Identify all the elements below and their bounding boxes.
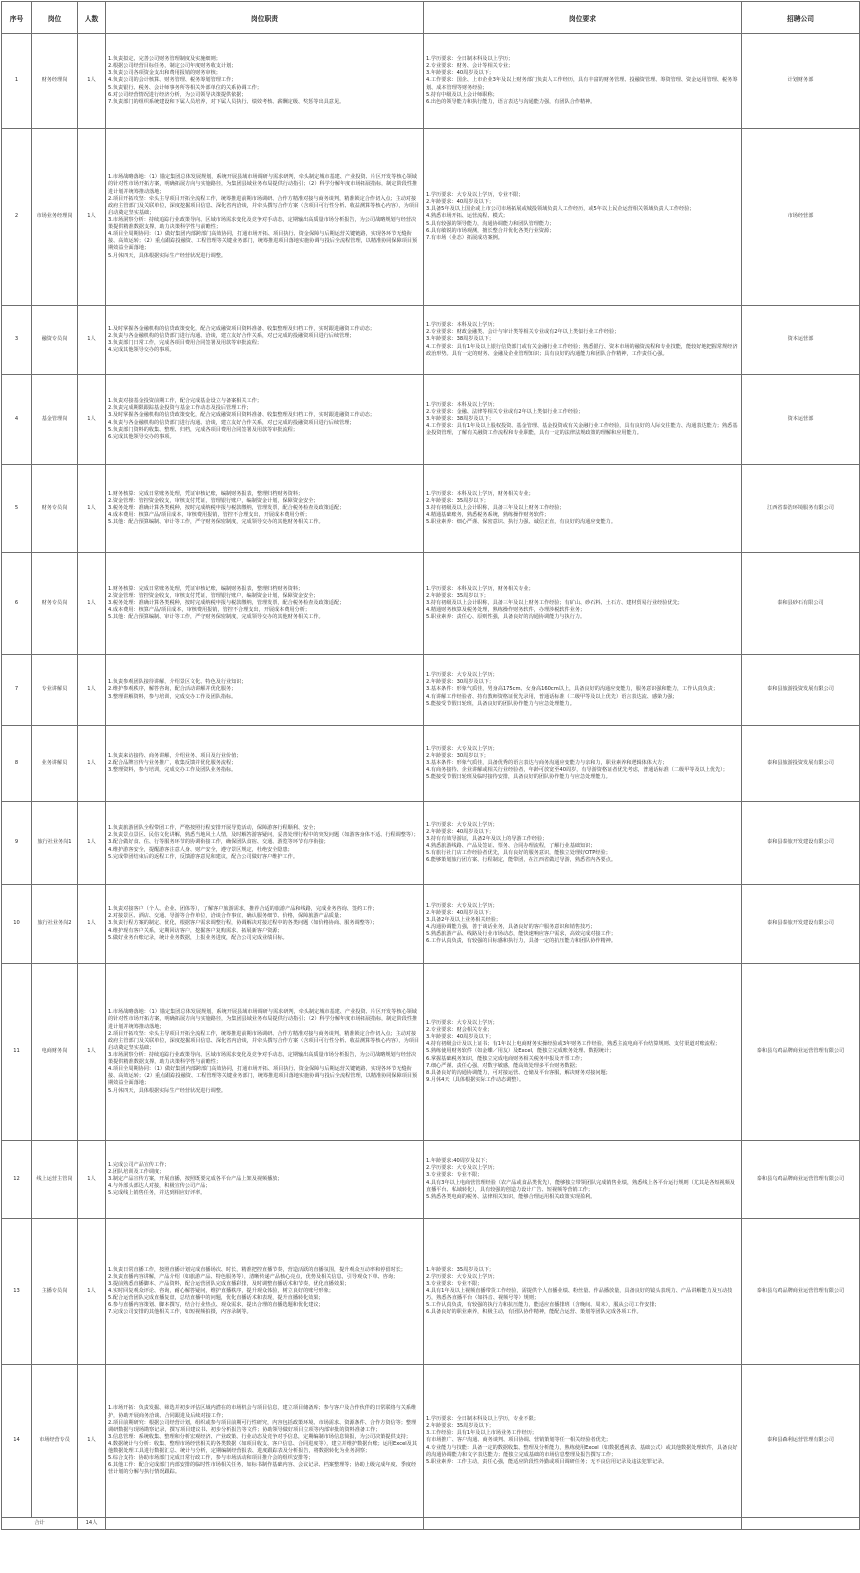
requirement-line: 4.精通基础账务，熟悉税务系统，熟练操作财务软件； bbox=[426, 512, 550, 519]
cell-requirements bbox=[424, 34, 742, 129]
cell-company: 泰和县泰旅开发建设有限公司 bbox=[742, 885, 860, 964]
cell-duties bbox=[106, 553, 424, 655]
cell-duties bbox=[106, 885, 424, 964]
requirement-line: 9.月休4天（具体根据实际工作动态调整）。 bbox=[426, 1076, 525, 1083]
summary-empty-duties bbox=[106, 1518, 424, 1530]
duty-line: 4.维护游客安全，提醒游客注意人身、财产安全，遵守景区规定，杜绝安全隐患； bbox=[108, 846, 293, 853]
duty-line: 3.负责行程方案的制定、优化，根据客户需求调整行程，协调解决对接过程中的各类问题（如价格协商、服务调整等）； bbox=[108, 920, 378, 927]
duty-line: 1.市场开拓：负责发掘、筛选并初步评估区域内潜在的市场机会与项目信息，建立项目储备库；参与客户及合作伙伴的日常联络与关系维护，协助开展商务洽谈、合同跟进及后续对接工作； bbox=[108, 1405, 417, 1419]
duty-line: 3.信息管理：系统收集、整理和分析宏观经济、产业政策、行业动态及竞争对手信息，定期编制市场信息简报，为公司决策提供支持； bbox=[108, 1433, 412, 1440]
duty-line: 2.对接景区、酒店、交通、导游等合作单位，洽谈合作事宜，确认服务细节、价格，保障旅游产品质量； bbox=[108, 913, 345, 920]
duty-line: 2.负责景点景区、民俗文化讲解，熟悉当地风土人情，及时解答游客疑问，妥善处理行程中的突发问题（如游客身体不适、行程调整等）； bbox=[108, 832, 419, 839]
requirement-line: 2.学历要求：大专及以上学历； bbox=[426, 1165, 498, 1172]
cell-position: 线上运营主管岗 bbox=[32, 1141, 78, 1219]
cell-requirements bbox=[424, 129, 742, 306]
cell-count: 1人 bbox=[78, 1365, 106, 1518]
cell-company: 泰和县乌鸡品牌商业运营管理有限公司 bbox=[742, 1219, 860, 1365]
requirement-line: 3.工作经验：具有1年及以上市场业务工作经历； bbox=[426, 1430, 537, 1437]
summary-label: 合计 bbox=[2, 1518, 78, 1530]
requirement-line: 4.有讲解工作经验者、持有教师资格证优先录用，普通话标准（二级甲等及以上优先）语言表达流、感染力强； bbox=[426, 693, 678, 700]
cell-count: 1人 bbox=[78, 306, 106, 375]
cell-position: 市场经营专员 bbox=[32, 1365, 78, 1518]
requirement-line: 5.职业素养：工作主动，责任心强，能适应阶段性外勤或项目调研任务；无不良信用记录及违法犯罪记录。 bbox=[426, 1458, 668, 1465]
requirement-line: 5.熟练使用财务软件（如金蝶／用友）及Excel，能独立完成账务处理、数据统计； bbox=[426, 1048, 615, 1055]
requirement-line: 3.持有有效导游证，具备2年及以上的导游工作经验； bbox=[426, 835, 548, 842]
requirement-line: 3.年龄要求：38周岁及以下； bbox=[426, 336, 494, 343]
cell-count: 1人 bbox=[78, 1219, 106, 1365]
cell-duties bbox=[106, 1219, 424, 1365]
requirement-line: 2.专业要求：财政金融类、会计与审计类等相关专业或有2年以上类似行业工作经验； bbox=[426, 329, 620, 336]
cell-position: 财务专员岗 bbox=[32, 553, 78, 655]
cell-no: 4 bbox=[2, 375, 32, 465]
cell-duties bbox=[106, 655, 424, 726]
requirement-line: 8.具备良好的沟通协调能力，可对接运营、仓储及平台客服，解决财务对接问题； bbox=[426, 1069, 611, 1076]
cell-company: 泰和县森利运营管理有限公司 bbox=[742, 1365, 860, 1518]
duty-line: 5.月休四天，具体根据实际生产经营状况进行调整。 bbox=[108, 252, 226, 259]
duty-line: 3.及时掌握各金融机构的信贷政策变化，配合完成融资项目资料准备、收集整理及归档工作，实时跟进融资工作动态； bbox=[108, 412, 376, 419]
requirement-line: 3.年龄要求：40周岁及以下； bbox=[426, 1034, 494, 1041]
requirement-line: 2.年龄要求：40周岁及以下； bbox=[426, 199, 494, 206]
duty-line: 1.市场战略落地：（1）锚定集团总体发展规划，系统开展县域市场调研与需求研判，牵头制定城市基建、产业投资、片区开发等核心领域的针对性市场开拓方案，明确拓展方向与实施路径，为集团县域业务布局提供行动指引；（2）科学分解年度市场拓展指标，制定阶段性推进计划并统筹推动落地； bbox=[108, 1009, 418, 1030]
cell-no: 9 bbox=[2, 802, 32, 885]
duty-line: 3.配合做好食、住、行等服务环节的协调衔接工作，确保团队食宿、交通、游览等环节有序衔接； bbox=[108, 839, 329, 846]
cell-company: 泰和县乌鸡品牌商业运营管理有限公司 bbox=[742, 964, 860, 1141]
cell-count: 1人 bbox=[78, 34, 106, 129]
cell-position: 业务讲解员 bbox=[32, 726, 78, 802]
duty-line: 2.配合品牌宣传与业务推广，收集反馈并优化服务流程； bbox=[108, 759, 237, 766]
cell-no: 11 bbox=[2, 964, 32, 1141]
cell-position: 专业讲解员 bbox=[32, 655, 78, 726]
duty-line: 4.与外部头部达人对接，积极宣传公司产品； bbox=[108, 1183, 211, 1190]
cell-requirements bbox=[424, 1219, 742, 1365]
duty-line: 1.负责对接基金投资前期工作，配合完成基金设立与备案相关工作； bbox=[108, 398, 262, 405]
requirement-line: 5.熟悉各类电商的税务、法律相关知识，能够合理运用相关政策实现盈利。 bbox=[426, 1193, 596, 1200]
cell-count: 1人 bbox=[78, 375, 106, 465]
cell-duties bbox=[106, 129, 424, 306]
cell-no: 13 bbox=[2, 1219, 32, 1365]
requirement-line: 2.年龄要求：40周岁及以下； bbox=[426, 909, 494, 916]
requirement-line: 6.能够策划旅行团方案、行程制定，能带团，在江西省做过导游，熟悉省内各要点。 bbox=[426, 857, 616, 864]
duty-line: 3.市场洞察分析：持续追踪行业政策导向、区域市场需求变化及竞争对手动态，定期输出高质量市场分析报告，为公司战略规划与经营决策提供精准数据支撑，助力决策科学性与前瞻性； bbox=[108, 1052, 417, 1066]
duty-line: 2.负责与各金融机构的信贷部门进行沟通、洽谈，建立友好合作关系，对已完成的投融资项目进行后续管理； bbox=[108, 332, 355, 339]
requirement-line: 1.学历要求：全日制本科及以上学历，专业不限； bbox=[426, 1416, 539, 1423]
requirement-line: 1.学历要求：大专及以上学历； bbox=[426, 821, 498, 828]
cell-requirements bbox=[424, 553, 742, 655]
requirement-line: 1.年龄要求:40周岁及以下； bbox=[426, 1158, 491, 1165]
cell-position: 市场业务经理岗 bbox=[32, 129, 78, 306]
cell-requirements bbox=[424, 726, 742, 802]
cell-duties bbox=[106, 465, 424, 553]
cell-company: 泰和县旅游投资发展有限公司 bbox=[742, 726, 860, 802]
requirement-line: 4.具有1年及以上视频直播带货工作经验，需提供个人直播业绩、粉丝量、作品播放量，具备良好的镜头表现力、产品讲解能力及互动技巧，熟悉各直播平台（如抖音、视频号等）规则； bbox=[426, 1287, 733, 1302]
summary-total: 14人 bbox=[78, 1518, 106, 1530]
cell-count: 1人 bbox=[78, 465, 106, 553]
requirement-line: 3.具备2年及以上业务相关经验； bbox=[426, 916, 502, 923]
duty-line: 2.负责直播内容讲解，产品介绍（如旅游产品、特色服务等），清晰传递产品核心亮点，优势及相关信息，引导观众下单、咨询； bbox=[108, 1273, 399, 1280]
duty-line: 4.项目全周期协同：（1）做好集团内部跨部门高效协同，打通市场开拓、项目执行、资金保障与后期运营关键链路，实现各环节无缝衔接、高效运转；（2）重点跟踪投融资、工程管理等关键业务部门，统筹推进项目落地实施协调与投后全流程管理，以精准协同保障项目预期效益全面落地； bbox=[108, 231, 418, 252]
requirement-line: 1.学历要求：大专及以上学历； bbox=[426, 902, 498, 909]
requirement-line: 1.年龄要求：35周岁及以下； bbox=[426, 1266, 494, 1273]
duty-line: 2.根据公司经营目标任务，制定公司年度财务收支计划； bbox=[108, 63, 237, 70]
duty-line: 5.完成带团结束后的返程工作，反馈游客意见和建议，配合公司做好客户维护工作。 bbox=[108, 853, 298, 860]
requirement-line: 2.专业要求：财务、会计等相关专业； bbox=[426, 63, 514, 70]
summary-empty-company bbox=[742, 1518, 860, 1530]
cell-company: 江西省泰浩环境服务有限公司 bbox=[742, 465, 860, 553]
table-row bbox=[2, 375, 860, 465]
duty-line: 1.市场战略落地：（1）锚定集团总体发展规划，系统开展县域市场调研与需求研判，牵头制定城市基建、产业投资、片区开发等核心领域的针对性市场开拓方案，明确拓展方向与实施路径，为集团县域业务布局提供行动指引；（2）科学分解年度市场拓展指标，制定阶段性推进计划并统筹推动落地； bbox=[108, 174, 418, 195]
table-row bbox=[2, 1141, 860, 1219]
cell-requirements bbox=[424, 465, 742, 553]
cell-company: 泰和县乌鸡品牌商业运营管理有限公司 bbox=[742, 1141, 860, 1219]
duty-line: 4.负责与各金融机构的信贷部门进行沟通、洽谈，建立友好合作关系，对已完成的投融资项目进行后续管理； bbox=[108, 419, 355, 426]
table-row bbox=[2, 306, 860, 375]
duty-line: 6.其他工作：配合完成部门内部安排的临时性市场相关任务，如标书制作基础内容、会议记录、档案整理等；协助上级完成年度、季度经营计划的分解与执行情况跟踪。 bbox=[108, 1462, 417, 1476]
table-header bbox=[2, 2, 860, 34]
duty-line: 5.完成线上销售任务，并达到相应好评率。 bbox=[108, 1190, 206, 1197]
duty-line: 1.完成公司产品宣传工作； bbox=[108, 1161, 170, 1168]
duty-line: 3.税务处理：准确计算各类税种，按时完成纳税申报与税款缴纳，管理发票，配合税务检查及政策适配； bbox=[108, 599, 345, 606]
duty-line: 6.完成其他领导交办的事项。 bbox=[108, 433, 175, 440]
cell-no: 12 bbox=[2, 1141, 32, 1219]
requirement-line: 2.年龄要求：35周岁及以下； bbox=[426, 1423, 494, 1430]
duty-line: 7.负责部门的组织系统建设和下属人员培养，对下属人员执行、绩效考核、薪酬定级、奖惩等出具意见。 bbox=[108, 98, 345, 105]
cell-duties bbox=[106, 375, 424, 465]
table-footer bbox=[2, 1518, 860, 1530]
duty-line: 7.完成公司安排的其他相关工作，如短视频拍摄，内容录制等。 bbox=[108, 1309, 252, 1316]
summary-empty-requirements bbox=[424, 1518, 742, 1530]
duty-line: 1.负责日常直播工作，按照直播计划完成直播场次、时长，精准把控直播节奏，营造活跃的直播氛围，提升观众互动率和停留时长； bbox=[108, 1266, 406, 1273]
requirement-line: 5.熟悉旅游产品、线路及行业市场动态，能快速响应客户需求，高效完成对接工作； bbox=[426, 931, 616, 938]
requirement-line: 1.学历要求：全日制本科及以上学历； bbox=[426, 56, 514, 63]
requirement-line: 3.专业要求：专业不限； bbox=[426, 1280, 483, 1287]
cell-duties bbox=[106, 726, 424, 802]
cell-no: 7 bbox=[2, 655, 32, 726]
cell-duties bbox=[106, 1141, 424, 1219]
duty-line: 2.项目前期研究：根据公司经营计划，组织或参与项目前期可行性研究，内容包括政策环境、市场需求、资源条件、合作方资信等；整理调研数据与现场勘察记录，撰写项目建议书、初步分析报告等文件；协助领导做好项目立项等内部审批的资料准备工作； bbox=[108, 1419, 417, 1433]
duty-line: 1.负责拟定、完善公司财务管理制度及实施细则； bbox=[108, 56, 221, 63]
duty-line: 6.对公司经营情况进行经济分析，为公司领导决策提供依据； bbox=[108, 91, 247, 98]
requirement-line: 5.工作认真负责，有较强的执行力和抗压能力，能适应直播排班（含晚间、周末），服从公司工作安排； bbox=[426, 1302, 660, 1309]
requirement-line: 2.专业要求：金融、法律等相关专业或有2年以上类似行业工作经验； bbox=[426, 408, 584, 415]
duty-line: 2.维护参观秩序，解答咨询，配合活动讲解并优化服务； bbox=[108, 686, 237, 693]
cell-company: 泰和县泰旅开发建设有限公司 bbox=[742, 802, 860, 885]
duty-line: 1.财务核算：完成日常账务处理，凭证审核记账，编制财务报表，整理归档财务资料； bbox=[108, 490, 304, 497]
cell-no: 14 bbox=[2, 1365, 32, 1518]
cell-duties bbox=[106, 34, 424, 129]
requirement-line: 3.基本条件：形象气质佳，具备优秀的语言表达与商务沟通应变能力与亲和力，职业素养和逻辑体体大方； bbox=[426, 759, 668, 766]
requirement-line: 1.学历要求：本科及以上学历； bbox=[426, 401, 498, 408]
table-row bbox=[2, 1219, 860, 1365]
cell-requirements bbox=[424, 885, 742, 964]
requirement-line: 5.具有较强的领导能力，沟通协调能力和团队管理能力； bbox=[426, 220, 555, 227]
duty-line: 4.完成其他领导交办的事项。 bbox=[108, 347, 175, 354]
duty-line: 4.实时回复观众评论、咨询，耐心解答疑问，维护直播秩序，提升观众体验，树立良好的账号形象； bbox=[108, 1287, 334, 1294]
duty-line: 4.数据统计与分析：收集、整理市场经营相关的各类数据（如项目收支、客户信息、合同进度等），建立并维护数据台账；运用Excel及其他数据处理工具进行数据汇总、统计与分析，定期编制经营报表、进度跟踪表及分析报告，将数据转化为业务洞察； bbox=[108, 1441, 417, 1455]
recruitment-table bbox=[1, 1, 860, 1530]
requirement-line: 5.持有中级及以上会计师职称； bbox=[426, 91, 498, 98]
duty-line: 5.负责银行、税务、会计师事务所等相关外部单位的关系协调工作； bbox=[108, 84, 262, 91]
duty-line: 2.团队培训及工作调度； bbox=[108, 1168, 165, 1175]
requirement-line: 1.学历要求：大专及以上学历，专业不限； bbox=[426, 192, 524, 199]
requirement-line: 6.出色的领导能力和执行能力，语言表达与沟通能力强，有团队合作精神。 bbox=[426, 98, 596, 105]
table-row bbox=[2, 802, 860, 885]
duty-line: 3.负责部门日常工作，完成各项目费用合同签署及用款等审批流程； bbox=[108, 340, 262, 346]
cell-position: 主播专员岗 bbox=[32, 1219, 78, 1365]
requirement-line: 4.专业能力与技能：具备一定的数据收集、整理及分析能力，熟练使用Excel（如数据透视表、基础公式）或其他数据处理软件，具备良好的沟通协调能力和文字表达能力；能独立完成基础的市场信息整理及报告撰写工作； bbox=[426, 1444, 738, 1458]
duty-line: 3.税务处理：准确计算各类税种，按时完成纳税申报与税款缴纳，管理发票，配合税务检查及政策适配； bbox=[108, 504, 345, 511]
header-row bbox=[2, 2, 860, 34]
cell-position: 融资专员岗 bbox=[32, 306, 78, 375]
cell-requirements bbox=[424, 1141, 742, 1219]
duty-line: 3.整理讲解资料，参与培训，完成交办工作及团队指标。 bbox=[108, 693, 237, 700]
requirement-line: 4.有商务接待、企业讲解或相关行业经验者，年龄可放宽至40周岁，有导游资格证者优先考虑，普通话标准（二级甲等及以上优先）； bbox=[426, 767, 728, 774]
table-row bbox=[2, 964, 860, 1141]
requirement-line: 4.工作要求：具有1年及以上股权投资、基金管理、基金投资或有关金融行业工作经验，具有良好的人际交往能力、沟通表达能力；熟悉基金投资管理，了解有关融资工作流程和专业职能，具有一定的法律法规政策的理解和应用能力。 bbox=[426, 423, 738, 437]
cell-duties bbox=[106, 1365, 424, 1518]
requirement-line: 1.学历要求：大专及以上学历； bbox=[426, 1020, 498, 1026]
requirement-line: 4.熟悉市场开拓、运营流程、模式； bbox=[426, 213, 509, 220]
requirement-line: 1.学历要求：大专及以上学历； bbox=[426, 672, 498, 679]
requirement-line: 7.有市场（业态）拓展成功案例。 bbox=[426, 234, 503, 241]
duty-line: 5.做好业务台账记录，统计业务数据，上报业务进度，配合公司完成业绩目标。 bbox=[108, 934, 288, 941]
duty-line: 1.及时掌握各金融机构的信贷政策变化，配合完成融资项目资料准备、收集整理及归档工作，实时跟进融资工作动态； bbox=[108, 325, 376, 332]
duty-line: 4.成本费用：核算产品/项目成本，审核费用报销，管控不合理支出，开展成本费用分析； bbox=[108, 512, 310, 519]
requirement-line: 4.具有3年以上电商营管理经验（农产品或食品类优先），能够独立带领团队完成销售业绩，熟悉线上各平台运行规则（尤其是各短视频及直播平台、私域转化），具有较强的创造力设计广告、短视频等营销工作； bbox=[426, 1179, 735, 1193]
table-row bbox=[2, 885, 860, 964]
duty-line: 4.项目全周期协同：（1）做好集团内部跨部门高效协同，打通市场开拓、项目执行、资金保障与后期运营关键链路，实现各环节无缝衔接、高效运转；（2）重点跟踪投融资、工程管理等关键业务部门，统筹推进项目落地实施协调与投后全流程管理，以精准协同保障项目预期效益全面落地； bbox=[108, 1066, 418, 1087]
duty-line: 2.负责完成期限跟踪基金投资与基金工作动态及投后管理工作； bbox=[108, 405, 252, 412]
requirement-line: 1.学历要求：本科及以上学历； bbox=[426, 322, 498, 329]
duty-line: 5.配合运营团队完成直播复盘，总结直播中的问题，优化直播话术和表现，提升直播转化效果； bbox=[108, 1295, 324, 1302]
table-row bbox=[2, 465, 860, 553]
cell-count: 1人 bbox=[78, 129, 106, 306]
requirement-line: 2.年龄要求：35周岁以下； bbox=[426, 592, 489, 599]
requirement-line: 2.专业要求：财会相关专业； bbox=[426, 1027, 493, 1034]
requirement-line: 3.持有初级及以上会计职称，具备三年及以上财务工作经验； bbox=[426, 504, 565, 511]
requirement-line: 6.具备良好的职业素养，积极主动，有团队协作精神，能配合运营、策划等团队完成各项工作。 bbox=[426, 1309, 642, 1316]
requirement-line: 6.工作认真负责，有较强的目标感和执行力，具备一定的抗压能力和团队协作精神。 bbox=[426, 938, 616, 945]
cell-position: 旅行社业务岗1 bbox=[32, 802, 78, 885]
cell-position: 基金管理岗 bbox=[32, 375, 78, 465]
table-row bbox=[2, 553, 860, 655]
cell-requirements bbox=[424, 964, 742, 1141]
requirement-line: 有市场推广、客户沟通、商务谈判、项目协调、营销策划等任一相关经验者优先； bbox=[426, 1437, 612, 1444]
cell-company: 市场经营部 bbox=[742, 129, 860, 306]
header-requirements: 岗位要求 bbox=[424, 2, 742, 34]
requirement-line: 3.年龄要求：40周岁及以下； bbox=[426, 70, 494, 77]
cell-duties bbox=[106, 964, 424, 1141]
cell-no: 1 bbox=[2, 34, 32, 129]
cell-count: 1人 bbox=[78, 964, 106, 1141]
cell-requirements bbox=[424, 655, 742, 726]
requirement-line: 2.年龄要求：30周岁及以下； bbox=[426, 679, 494, 686]
cell-duties bbox=[106, 802, 424, 885]
requirement-line: 2.学历要求：大专及以上学历； bbox=[426, 1273, 498, 1280]
table-body bbox=[2, 34, 860, 1518]
duty-line: 6.参与直播内容策划、脚本撰写，结合行业热点、观众需求，提出合理的直播选题和优化建议； bbox=[108, 1302, 324, 1309]
cell-requirements bbox=[424, 375, 742, 465]
header-company: 招聘公司 bbox=[742, 2, 860, 34]
cell-requirements bbox=[424, 802, 742, 885]
requirement-line: 2.年龄要求：30周岁以下； bbox=[426, 752, 489, 759]
duty-line: 4.成本费用：核算产品/项目成本，审核费用报销，管控不合理支出，开展成本费用分析； bbox=[108, 607, 310, 614]
duty-line: 3.整理资料，参与培训，完成交办工作及团队业务指标。 bbox=[108, 767, 237, 774]
duty-line: 1.负责参观团队接待讲解，介绍景区文化、特色及行业知识； bbox=[108, 679, 247, 686]
cell-requirements bbox=[424, 1365, 742, 1518]
requirement-line: 3.持有初级及以上会计职称，具备三年及以上财务工作经验；有矿山、砂石料、土石方、建材贸易行业经验优先； bbox=[426, 599, 683, 606]
cell-duties bbox=[106, 306, 424, 375]
cell-count: 1人 bbox=[78, 1141, 106, 1219]
cell-company: 泰和县砂石有限公司 bbox=[742, 553, 860, 655]
table-row bbox=[2, 34, 860, 129]
requirement-line: 4.熟悉旅游线路、产品及签证、票务、合同办理流程，了解行业基础知识； bbox=[426, 843, 596, 849]
cell-count: 1人 bbox=[78, 802, 106, 885]
duty-line: 5.月休四天，具体根据实际生产经营状况进行调整。 bbox=[108, 1087, 226, 1094]
requirement-line: 1.学历要求：大专及以上学历； bbox=[426, 745, 498, 752]
duty-line: 3.市场洞察分析：持续追踪行业政策导向、区域市场需求变化及竞争对手动态，定期输出高质量市场分析报告，为公司战略规划与经营决策提供精准数据支撑，助力决策科学性与前瞻性； bbox=[108, 217, 417, 231]
requirement-line: 5.职业素养：责任心、原则性强，具备良好的沟通协调能力与执行力。 bbox=[426, 614, 586, 621]
duty-line: 1.负责对接客户（个人、企业、团体等），了解客户旅游需求，推荐合适的旅游产品和线路，完成业务咨询、签约工作； bbox=[108, 906, 378, 913]
duty-line: 2.项目开拓攻坚：牵头主导项目开拓全流程工作，统筹推进前期市场调研、合作方精准对接与商务谈判，精准锁定合作切入点；主动对接政府主管部门及关联单位，深度挖掘项目信息、深化省内洽谈，并牵头撰写合作方案（含项目可行性分析、收益测算等核心内容），为项目启动奠定坚实基础； bbox=[108, 195, 419, 216]
duty-line: 5.综合支持：协助市场部门完成日常行政工作，参与市场活动和项目推介会的组织安排等； bbox=[108, 1455, 314, 1462]
requirement-line: 3.基本条件：形象气质佳，男身高175cm、女身高160cm以上，具备良好的沟通应变能力，服务意识强和能力，工作认真负责； bbox=[426, 686, 719, 693]
cell-no: 10 bbox=[2, 885, 32, 964]
requirement-line: 5.能接受节假日轮班，具备良好的团队协作能力与应急处理能力。 bbox=[426, 700, 575, 707]
header-position: 岗位 bbox=[32, 2, 78, 34]
header-count: 人数 bbox=[78, 2, 106, 34]
requirement-line: 3.具备5年及以上国企或上市公司市场拓展或城投领域负责人工作经历，或5年以上民企运营相关领域负责人工作经验； bbox=[426, 206, 695, 213]
cell-no: 2 bbox=[2, 129, 32, 306]
cell-position: 财务经理岗 bbox=[32, 34, 78, 129]
requirement-line: 5.职业素养：细心严谨、保密意识、执行力强、诚信正直，有良好的沟通应变能力。 bbox=[426, 519, 616, 526]
duty-line: 5.负责部门资料的收集、整理、归档，完成各项目费用合同签署及用款等审批流程； bbox=[108, 426, 298, 433]
cell-requirements bbox=[424, 306, 742, 375]
requirement-line: 1.学历要求：本科及以上学历，财务相关专业； bbox=[426, 490, 534, 497]
header-duties: 岗位职责 bbox=[106, 2, 424, 34]
cell-count: 1人 bbox=[78, 553, 106, 655]
cell-company: 资本运营部 bbox=[742, 306, 860, 375]
duty-line: 1.财务核算：完成日常账务处理，凭证审核记账，编制财务报表，整理归档财务资料； bbox=[108, 585, 304, 592]
cell-no: 6 bbox=[2, 553, 32, 655]
duty-line: 1.负责旅游团队全程带团工作，严格按照行程安排开展导览活动，保障游客行程顺利、安全； bbox=[108, 825, 319, 832]
table-row bbox=[2, 655, 860, 726]
requirement-line: 4.沟通协调能力强，善于谈话业务，具备良好的客户服务意识和销售技巧； bbox=[426, 924, 596, 930]
duty-line: 4.维护现有客户关系，定期回访客户，挖掘客户复购需求，拓展新客户资源； bbox=[108, 927, 283, 934]
requirement-line: 4.精通财务核算及税务处理，熟练操作财务软件，办理涉税软件业务； bbox=[426, 607, 586, 614]
duty-line: 5.其他：配合预算编制、审计等工作，严守财务保密制度，完成领导交办的其他财务相关工作。 bbox=[108, 614, 324, 621]
duty-line: 2.项目开拓攻坚：牵头主导项目开拓全流程工作，统筹推进前期市场调研、合作方精准对接与商务谈判，精准锁定合作切入点；主动对接政府主管部门及关联单位，深度挖掘项目信息、深化省内洽谈，并牵头撰写合作方案（含项目可行性分析、收益测算等核心内容），为项目启动奠定坚实基础； bbox=[108, 1030, 419, 1051]
table-row bbox=[2, 1365, 860, 1518]
duty-line: 3.制定产品宣传方案，开展直播，按照既要完成各平台产品上架及视频播放； bbox=[108, 1175, 283, 1182]
duty-line: 1.负责来访接待、商务讲解，介绍业务、项目及行业价值； bbox=[108, 752, 242, 759]
cell-count: 1人 bbox=[78, 885, 106, 964]
duty-line: 3.负责公司各项资金支出和费用报销的财务审核； bbox=[108, 70, 221, 77]
duty-line: 5.其他：配合预算编制、审计等工作，严守财务保密制度，完成领导交办的其他财务相关工作。 bbox=[108, 519, 324, 526]
cell-company: 资本运营部 bbox=[742, 375, 860, 465]
requirement-line: 3.专业要求：专业不限； bbox=[426, 1172, 483, 1179]
cell-count: 1人 bbox=[78, 655, 106, 726]
requirement-line: 2.年龄要求：35周岁以下； bbox=[426, 497, 489, 504]
cell-company: 泰和县旅游投资发展有限公司 bbox=[742, 655, 860, 726]
requirement-line: 3.年龄要求：38周岁及以下； bbox=[426, 415, 494, 422]
duty-line: 2.资金管理：管控资金收支，审核支付凭证，管理银行账户，编制资金计划，保障资金安全； bbox=[108, 497, 319, 504]
cell-position: 旅行社业务岗2 bbox=[32, 885, 78, 964]
cell-count: 1人 bbox=[78, 726, 106, 802]
requirement-line: 1.学历要求：本科及以上学历，财务相关专业； bbox=[426, 585, 534, 592]
requirement-line: 4.持有初级会计及以上证书；有1年以上电商财务实操经验或3年财务工作经验，熟悉主流电商平台结算规则、支付渠道对账流程； bbox=[426, 1041, 721, 1048]
requirement-line: 4.工作要求：具有1年及以上银行信贷部门或有关金融行业工作经验；熟悉银行、资本市场的融资流程和专业技能，能较好地把握常规经济政治形势。具有一定的财务、金融及企业管理知识；具有良好的沟通能力和团队合作精神，工作责任心强。 bbox=[426, 343, 738, 357]
duty-line: 2.资金管理：管控资金收支，审核支付凭证，管理银行账户，编制资金计划，保障资金安全； bbox=[108, 592, 319, 599]
requirement-line: 6.掌握基础税务知识，能独立完成电商财务相关税务申报及开票工作； bbox=[426, 1055, 586, 1062]
cell-no: 5 bbox=[2, 465, 32, 553]
cell-position: 财务专员岗 bbox=[32, 465, 78, 553]
requirement-line: 7.细心严谨、责任心强，对数字敏感，能高效处理多平台财务数据； bbox=[426, 1062, 580, 1069]
duty-line: 3.提前熟悉直播脚本、产品资料，配合运营团队完成直播彩排，及时调整直播话术和节奏，优化直播效果； bbox=[108, 1280, 350, 1287]
duty-line: 4.负责公司的会计核算、财务管理、税务筹划管理工作； bbox=[108, 77, 237, 84]
requirement-line: 5.有旅行社门店工作经验者优先，具有良好的服务意识，能独立处理好OTP经验； bbox=[426, 850, 611, 857]
summary-row bbox=[2, 1518, 860, 1530]
table-row bbox=[2, 726, 860, 802]
cell-company: 计划财务部 bbox=[742, 34, 860, 129]
cell-no: 3 bbox=[2, 306, 32, 375]
cell-no: 8 bbox=[2, 726, 32, 802]
requirement-line: 2.年龄要求：40周岁及以下； bbox=[426, 828, 494, 835]
cell-position: 电商财务岗 bbox=[32, 964, 78, 1141]
requirement-line: 4.工作要求：国企、上市企业3年及以上财务部门负责人工作经历，具有丰富的财务管理、投融资管理、筹资管理、资金运用管理、税务筹划、成本管理等财务经验； bbox=[426, 77, 738, 91]
table-row bbox=[2, 129, 860, 306]
requirement-line: 5.能接受节假日轮班及临时接待安排，具备良好的团队协作能力与应急处理能力。 bbox=[426, 774, 611, 781]
requirement-line: 6.具有敏锐的市场观测，擅长整合并优化各类行业资源； bbox=[426, 227, 555, 234]
header-no: 序号 bbox=[2, 2, 32, 34]
